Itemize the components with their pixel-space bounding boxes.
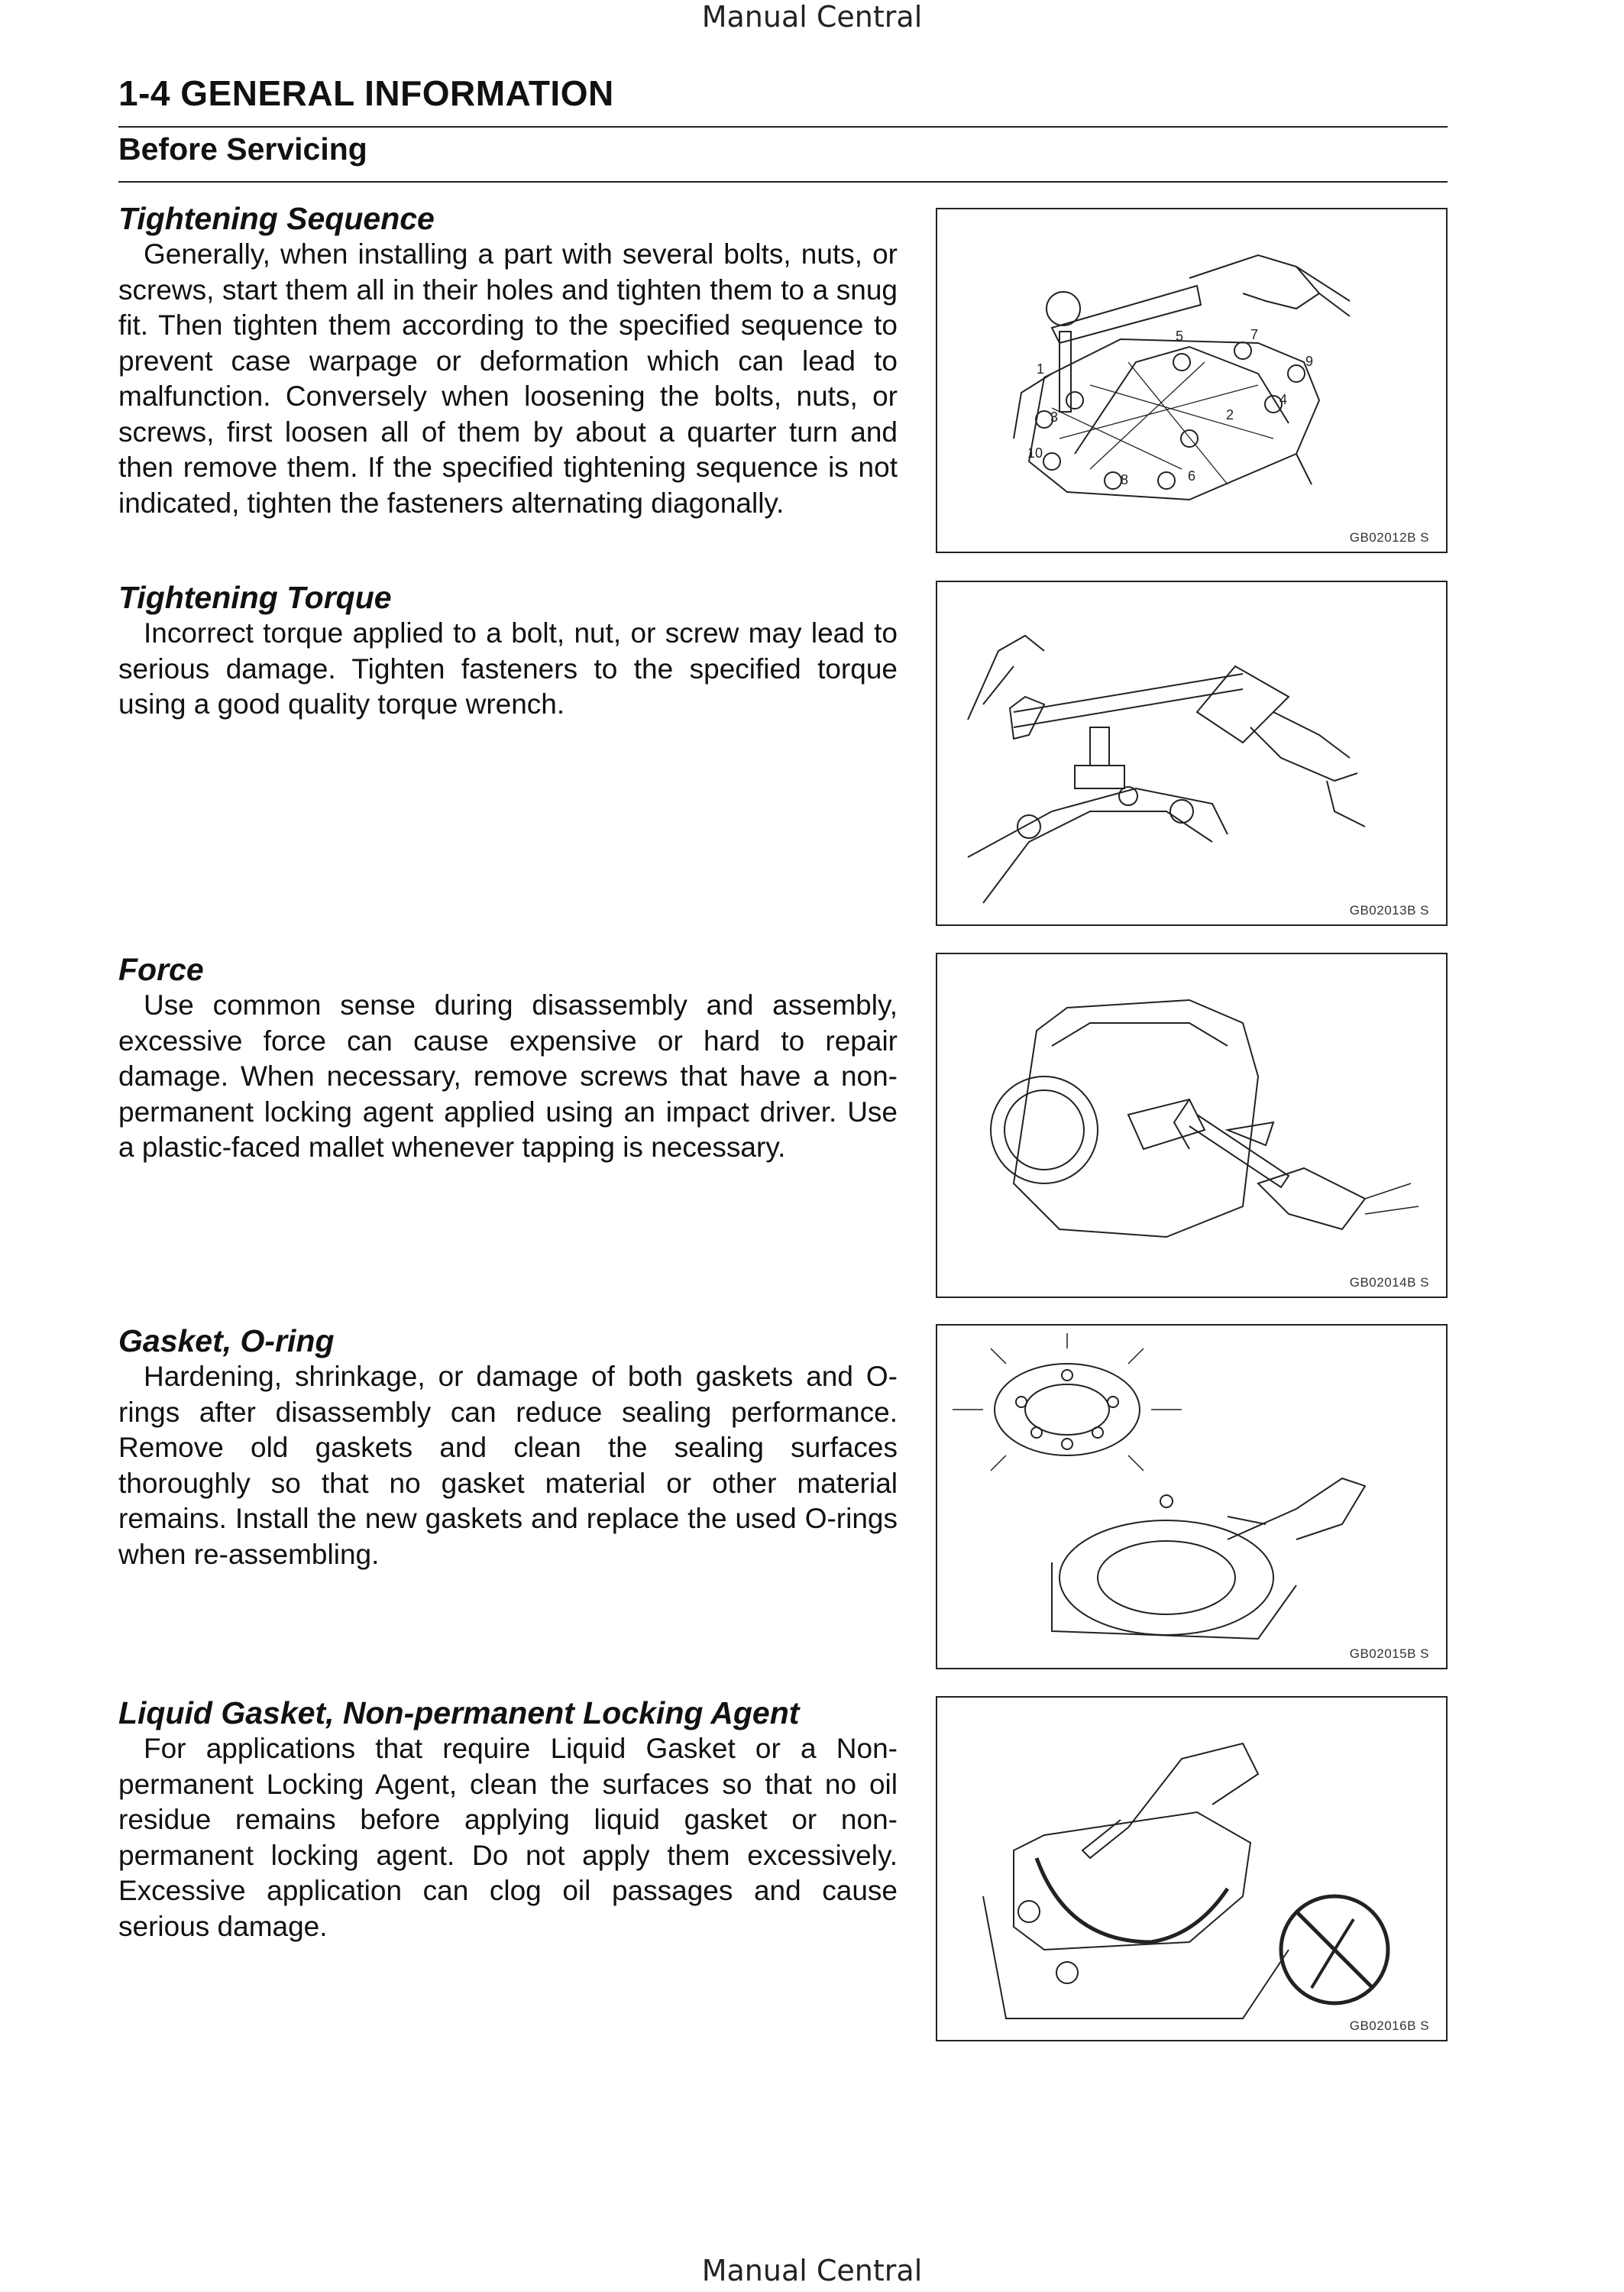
section-title: Before Servicing [118,131,367,167]
section-force [118,951,898,1166]
figure-code: GB02016B S [1349,2018,1429,2033]
fig-label: 6 [1188,468,1196,484]
fig-label: 1 [1037,361,1045,377]
section-body: For applications that require Liquid Gasket or a Non-permanent Locking Agent, clean the surfaces so that no oil residue remains before applying liquid gasket or non-permanent locking agent. Do not apply them excessively. Excessive application can clog oil passages and cause serious damage. [118,1733,898,1942]
figure-tightening-sequence [936,208,1448,553]
fig-label: 7 [1250,327,1259,342]
section-tightening-sequence [118,200,898,521]
fig-label: 4 [1279,392,1288,407]
fig-label: 5 [1176,329,1184,344]
section-tightening-torque [118,579,898,723]
section-body: Use common sense during disassembly and assembly, excessive force can cause expensive or hard to repair damage. When necessary, remove screws that have a non-permanent locking agent applied using an impact driver. Use a plastic-faced mallet whenever tapping is necessary. [118,989,898,1163]
figure-force [936,953,1448,1298]
figure-code: GB02014B S [1349,1275,1429,1290]
fig-label: 10 [1027,445,1043,461]
section-body: Incorrect torque applied to a bolt, nut, or screw may lead to serious damage. Tighten fasteners to the specified torque using a good quality torque wrench. [118,617,898,720]
title-rule [118,126,1448,128]
watermark-top: Manual Central [701,0,923,34]
fig-label: 8 [1121,472,1129,487]
section-liquid-gasket [118,1695,898,1944]
figure-liquid-gasket [936,1696,1448,2041]
figure-code: GB02013B S [1349,903,1429,918]
figure-gasket-oring [936,1324,1448,1669]
section-heading: Gasket, O-ring [118,1323,335,1358]
section-heading: Tightening Sequence [118,201,435,236]
watermark-bottom: Manual Central [701,2254,923,2287]
figure-tightening-torque [936,581,1448,926]
section-rule [118,181,1448,183]
fig-label: 3 [1050,410,1059,425]
section-heading: Force [118,952,204,987]
fig-label: 9 [1305,354,1314,369]
figure-code: GB02012B S [1349,530,1429,545]
section-heading: Liquid Gasket, Non-permanent Locking Agent [118,1695,800,1730]
section-body: Generally, when installing a part with several bolts, nuts, or screws, start them all in their holes and tighten them to a snug fit. Then tighten them according to the specified sequence to prevent case warpage or deformation which can lead to malfunction. Conversely when loosening the bolts, nuts, or screws, first loosen all of them by about a quarter turn and then remove them. If the specified tightening sequence is not indicated, tighten the fasteners alternating diagonally. [118,238,898,519]
section-heading: Tightening Torque [118,580,392,615]
chapter-title: 1-4 GENERAL INFORMATION [118,73,614,113]
fig-label: 2 [1226,407,1234,422]
section-body: Hardening, shrinkage, or damage of both gaskets and O-rings after disassembly can reduce sealing performance. Remove old gaskets and clean the sealing surfaces thoroughly so that no gasket material or other material remains. Install the new gaskets and replace the used O-rings when re-assembling. [118,1361,898,1570]
figure-code: GB02015B S [1349,1646,1429,1661]
section-gasket-oring [118,1322,898,1572]
